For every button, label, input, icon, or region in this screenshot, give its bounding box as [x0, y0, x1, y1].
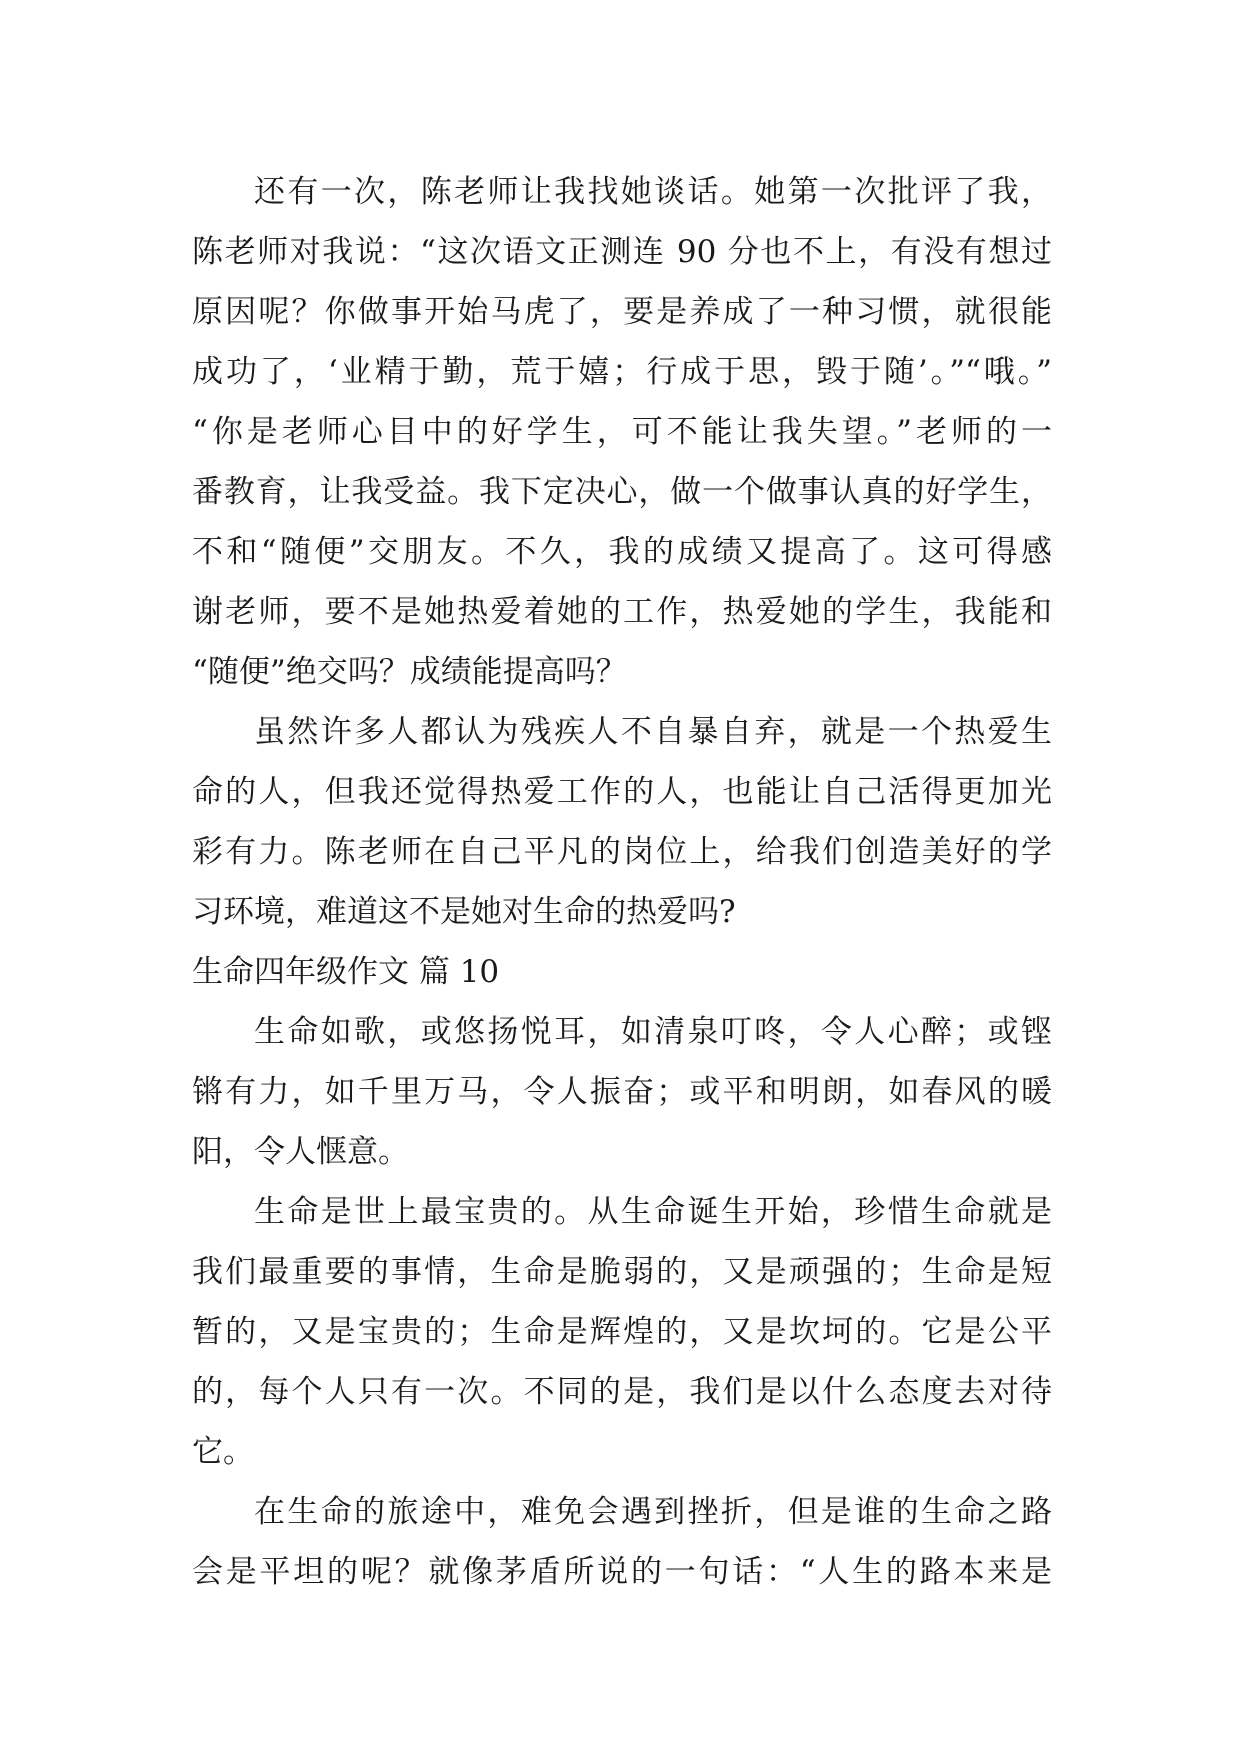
paragraph-line: 会是平坦的呢？就像茅盾所说的一句话：“人生的路本来是	[192, 1554, 1052, 1590]
paragraph-line: 我们最重要的事情，生命是脆弱的，又是顽强的；生命是短	[192, 1254, 1052, 1290]
paragraph-line: 习环境，难道这不是她对生命的热爱吗?	[192, 894, 736, 930]
paragraph-line: “你是老师心目中的好学生，可不能让我失望。”老师的一	[192, 414, 1052, 450]
paragraph-line: 在生命的旅途中，难免会遇到挫折，但是谁的生命之路	[254, 1494, 1052, 1530]
paragraph-line: 谢老师，要不是她热爱着她的工作，热爱她的学生，我能和	[192, 594, 1052, 630]
paragraph-line: 生命是世上最宝贵的。从生命诞生开始，珍惜生命就是	[254, 1194, 1052, 1230]
paragraph-line: 虽然许多人都认为残疾人不自暴自弃，就是一个热爱生	[254, 714, 1052, 750]
paragraph-line: 陈老师对我说：“这次语文正测连 90 分也不上，有没有想过	[192, 234, 1052, 270]
paragraph-line: 暂的，又是宝贵的；生命是辉煌的，又是坎坷的。它是公平	[192, 1314, 1052, 1350]
paragraph-line: 还有一次，陈老师让我找她谈话。她第一次批评了我，	[254, 174, 1052, 210]
paragraph-line: “随便”绝交吗？成绩能提高吗？	[192, 654, 627, 690]
paragraph-line: 阳，令人惬意。	[192, 1134, 409, 1170]
paragraph-line: 它。	[192, 1434, 254, 1470]
section-heading: 生命四年级作文 篇 10	[192, 954, 500, 990]
paragraph-line: 的，每个人只有一次。不同的是，我们是以什么态度去对待	[192, 1374, 1052, 1410]
body-text	[192, 162, 1052, 1602]
paragraph-line: 原因呢？你做事开始马虎了，要是养成了一种习惯，就很能	[192, 294, 1052, 330]
paragraph-line: 生命如歌，或悠扬悦耳，如清泉叮咚，令人心醉；或铿	[254, 1014, 1052, 1050]
paragraph-line: 番教育，让我受益。我下定决心，做一个做事认真的好学生，	[192, 474, 1052, 510]
paragraph-line: 成功了，‘业精于勤，荒于嬉；行成于思，毁于随’。”“哦。”	[192, 354, 1052, 390]
paragraph-line: 命的人，但我还觉得热爱工作的人，也能让自己活得更加光	[192, 774, 1052, 810]
paragraph-line: 不和“随便”交朋友。不久，我的成绩又提高了。这可得感	[192, 534, 1052, 570]
paragraph-line: 锵有力，如千里万马，令人振奋；或平和明朗，如春风的暖	[192, 1074, 1052, 1110]
paragraph-line: 彩有力。陈老师在自己平凡的岗位上，给我们创造美好的学	[192, 834, 1052, 870]
